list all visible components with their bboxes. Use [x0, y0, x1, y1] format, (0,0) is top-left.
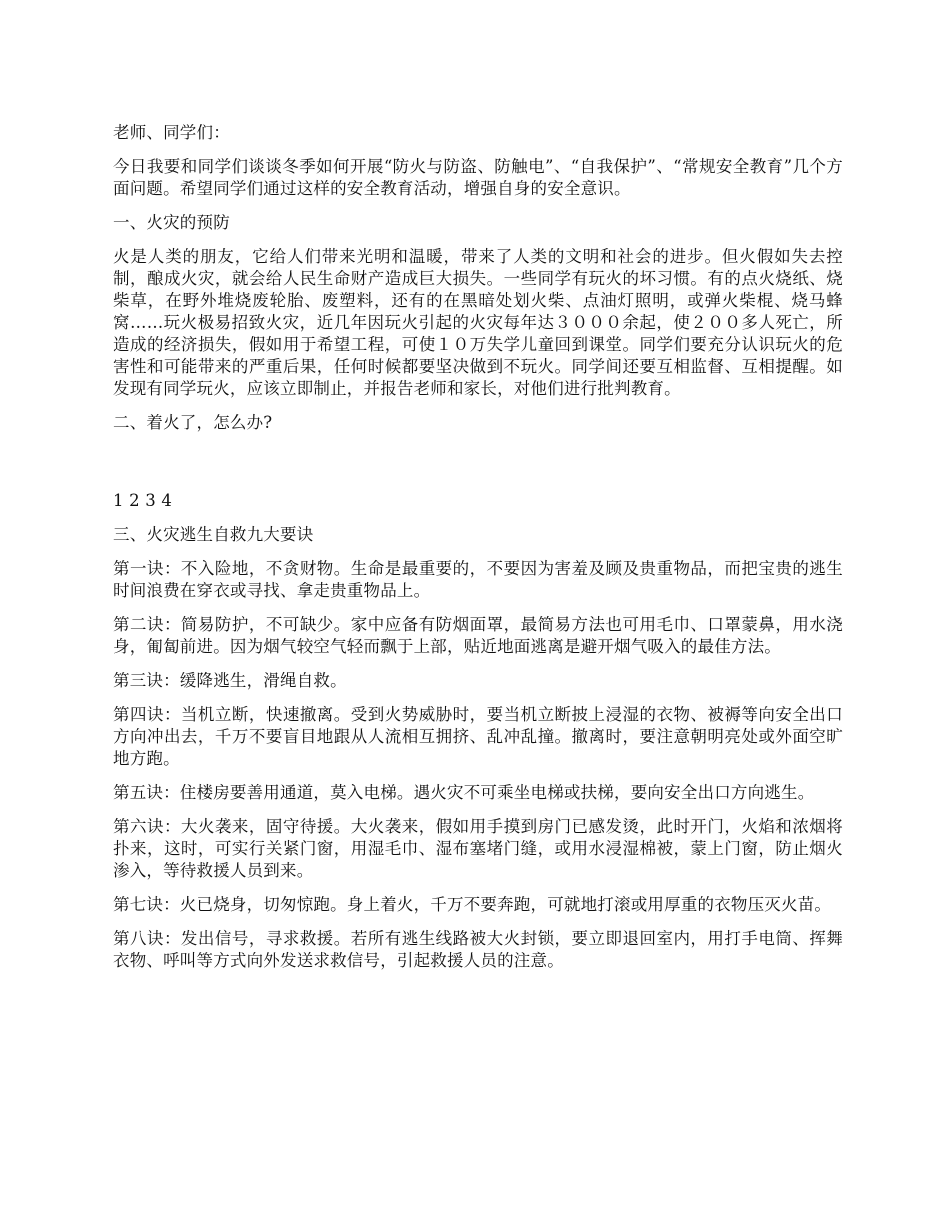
- fire-prevention-paragraph: 火是人类的朋友，它给人们带来光明和温暖，带来了人类的文明和社会的进步。但火假如失去控制，酿成火灾，就会给人民生命财产造成巨大损失。一些同学有玩火的坏习惯。有的点火烧纸、烧柴草，在野外堆烧废轮胎、废塑料，还有的在黑暗处划火柴、点油灯照明，或弹火柴棍、烧马蜂窝……玩火极易招致火灾，近几年因玩火引起的火灾每年达３０００余起，使２００多人死亡，所造成的经济损失，假如用于希望工程，可使１０万失学儿童回到课堂。同学们要充分认识玩火的危害性和可能带来的严重后果，任何时候都要坚决做到不玩火。同学间还要互相监督、互相提醒。如发现有同学玩火，应该立即制止，并报告老师和家长，对他们进行批判教育。: [113, 247, 843, 398]
- section-heading-what-to-do: 二、着火了，怎么办?: [113, 413, 273, 432]
- tip-paragraph: 第六诀：大火袭来，固守待援。大火袭来，假如用手摸到房门已感发烫，此时开门，火焰和浓烟将扑来，这时，可实行关紧门窗，用湿毛巾、湿布塞堵门缝，或用水浸湿棉被，蒙上门窗，防止烟火渗入，等待救援人员到来。: [113, 817, 843, 880]
- tip-paragraph: 第一诀：不入险地，不贪财物。生命是最重要的，不要因为害羞及顾及贵重物品，而把宝贵的逃生时间浪费在穿衣或寻找、拿走贵重物品上。: [113, 559, 843, 600]
- document-page: [113, 122, 843, 984]
- tip-paragraph: 第八诀：发出信号，寻求救援。若所有逃生线路被大火封锁，要立即退回室内，用打手电筒、挥舞衣物、呼叫等方式向外发送求救信号，引起救援人员的注意。: [113, 929, 843, 970]
- greeting: 老师、同学们：: [113, 123, 230, 142]
- tip-paragraph: 第三诀：缓降逃生，滑绳自救。: [113, 671, 347, 690]
- intro-paragraph: 今日我要和同学们谈谈冬季如何开展“防火与防盗、防触电”、“自我保护”、“常规安全教育”几个方面问题。希望同学们通过这样的安全教育活动，增强自身的安全意识。: [113, 157, 843, 198]
- section-heading-fire-prevention: 一、火灾的预防: [113, 213, 230, 232]
- tip-paragraph: 第四诀：当机立断，快速撤离。受到火势威胁时，要当机立断披上浸湿的衣物、被褥等向安全出口方向冲出去，千万不要盲目地跟从人流相互拥挤、乱冲乱撞。撤离时，要注意朝明亮处或外面空旷地方跑。: [113, 705, 843, 768]
- blank-space: [113, 446, 843, 490]
- tip-paragraph: 第五诀：住楼房要善用通道，莫入电梯。遇火灾不可乘坐电梯或扶梯，要向安全出口方向逃生。: [113, 783, 815, 802]
- tip-paragraph: 第二诀：简易防护，不可缺少。家中应备有防烟面罩，最简易方法也可用毛巾、口罩蒙鼻，用水浇身，匍匐前进。因为烟气较空气轻而飘于上部，贴近地面逃离是避开烟气吸入的最佳方法。: [113, 615, 843, 656]
- section-heading-escape-tips: 三、火灾逃生自救九大要诀: [113, 525, 314, 544]
- tip-paragraph: 第七诀：火已烧身，切匆惊跑。身上着火，千万不要奔跑，可就地打滚或用厚重的衣物压灭火苗。: [113, 895, 832, 914]
- list-numbers: 1 2 3 4: [113, 491, 173, 510]
